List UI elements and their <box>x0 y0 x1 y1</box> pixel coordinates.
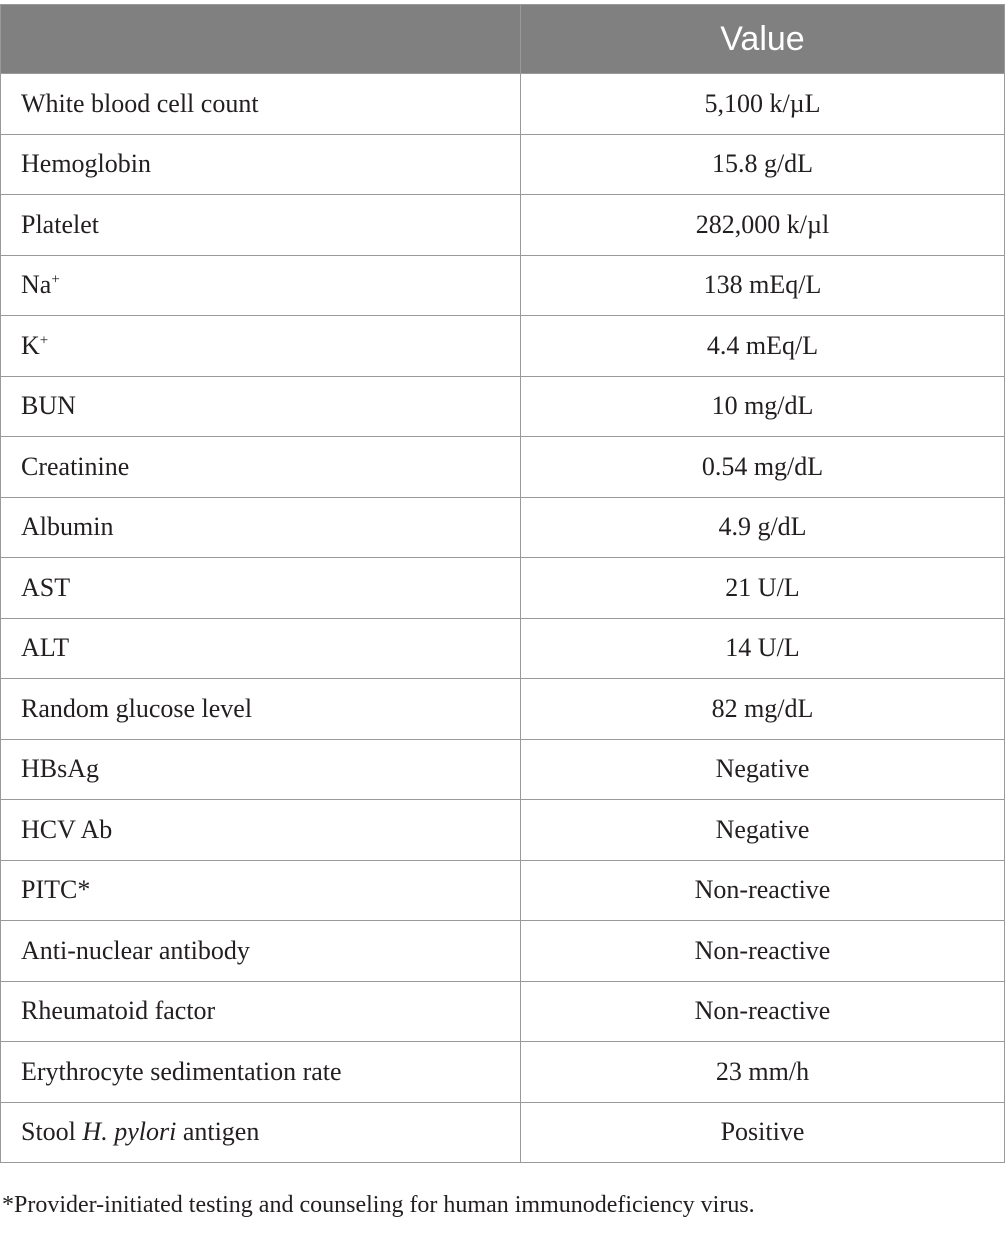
table-row <box>1 921 1005 982</box>
charge-superscript: + <box>51 271 60 288</box>
header-test <box>1 5 521 74</box>
table-footnote: *Provider-initiated testing and counseling for human immunodeficiency virus. <box>2 1192 755 1218</box>
test-value: Non-reactive <box>521 860 1005 921</box>
test-value: 5,100 k/µL <box>521 74 1005 135</box>
table-row <box>1 1102 1005 1163</box>
test-name: Creatinine <box>1 437 521 498</box>
test-name: ALT <box>1 618 521 679</box>
table-row <box>1 679 1005 740</box>
table-row <box>1 74 1005 135</box>
table-row <box>1 316 1005 377</box>
table-row <box>1 800 1005 861</box>
test-value: 4.9 g/dL <box>521 497 1005 558</box>
test-value: 15.8 g/dL <box>521 134 1005 195</box>
test-value: 14 U/L <box>521 618 1005 679</box>
test-name <box>1 316 521 377</box>
table-row <box>1 739 1005 800</box>
test-value: 23 mm/h <box>521 1042 1005 1103</box>
name-suffix: antigen <box>176 1117 260 1147</box>
table-row <box>1 860 1005 921</box>
test-name: AST <box>1 558 521 619</box>
lab-results-table <box>0 4 1005 1163</box>
test-value: 0.54 mg/dL <box>521 437 1005 498</box>
test-value: 10 mg/dL <box>521 376 1005 437</box>
table-row <box>1 195 1005 256</box>
test-name-text: K <box>21 330 40 360</box>
test-value: Positive <box>521 1102 1005 1163</box>
test-value: 82 mg/dL <box>521 679 1005 740</box>
charge-superscript: + <box>39 332 49 349</box>
name-prefix: Stool <box>21 1117 83 1147</box>
test-name-text: Na <box>21 270 52 300</box>
table-row <box>1 618 1005 679</box>
test-value: 138 mEq/L <box>521 255 1005 316</box>
test-name: White blood cell count <box>1 74 521 135</box>
table-header-row <box>1 5 1005 74</box>
table-row <box>1 134 1005 195</box>
table-row <box>1 376 1005 437</box>
table-row <box>1 437 1005 498</box>
test-name <box>1 255 521 316</box>
test-value: 4.4 mEq/L <box>521 316 1005 377</box>
test-name: Platelet <box>1 195 521 256</box>
test-name: HCV Ab <box>1 800 521 861</box>
table-body <box>1 74 1005 1163</box>
test-value: Non-reactive <box>521 981 1005 1042</box>
organism-name: H. pylori <box>82 1117 177 1147</box>
test-name: Hemoglobin <box>1 134 521 195</box>
test-value: Non-reactive <box>521 921 1005 982</box>
test-value: 282,000 k/µl <box>521 195 1005 256</box>
test-name: HBsAg <box>1 739 521 800</box>
test-name: Anti-nuclear antibody <box>1 921 521 982</box>
test-value: Negative <box>521 800 1005 861</box>
test-value: Negative <box>521 739 1005 800</box>
test-name: Erythrocyte sedimentation rate <box>1 1042 521 1103</box>
table-row <box>1 255 1005 316</box>
test-name <box>1 1102 521 1163</box>
test-name: Albumin <box>1 497 521 558</box>
test-name: PITC* <box>1 860 521 921</box>
table-row <box>1 1042 1005 1103</box>
header-value: Value <box>521 5 1005 74</box>
test-name: BUN <box>1 376 521 437</box>
test-name: Rheumatoid factor <box>1 981 521 1042</box>
test-name: Random glucose level <box>1 679 521 740</box>
table-row <box>1 497 1005 558</box>
table-row <box>1 981 1005 1042</box>
table-row <box>1 558 1005 619</box>
test-value: 21 U/L <box>521 558 1005 619</box>
